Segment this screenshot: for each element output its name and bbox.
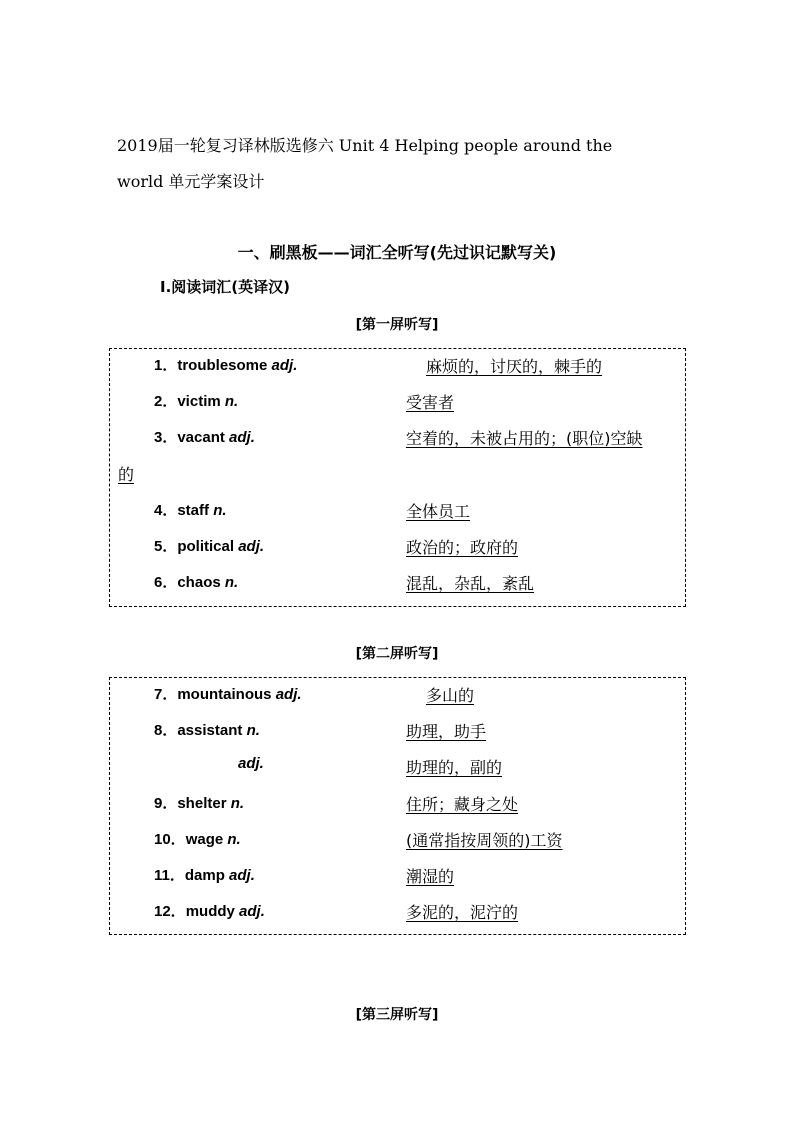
vocab-chinese: 麻烦的，讨厌的，棘手的 <box>426 357 603 376</box>
screen-label-1: [第一屏听写] <box>355 317 439 333</box>
vocab-row <box>110 535 685 559</box>
vocab-chinese: 受害者 <box>406 393 455 412</box>
vocab-english: 7．mountainous adj. <box>154 686 302 703</box>
vocab-chinese: (通常指按周领的)工资 <box>406 831 563 850</box>
screen-label-3: [第三屏听写] <box>355 1007 439 1023</box>
vocab-chinese: 潮湿的 <box>406 867 455 886</box>
vocab-row <box>110 755 685 779</box>
vocab-chinese: 多泥的，泥泞的 <box>406 903 519 922</box>
vocab-chinese: 多山的 <box>426 686 475 705</box>
vocab-chinese-continuation: 的 <box>118 465 135 484</box>
title-line-2: world 单元学案设计 <box>117 172 265 191</box>
vocab-row <box>110 499 685 523</box>
vocab-row <box>110 828 685 852</box>
sub-heading: Ⅰ.阅读词汇(英译汉) <box>160 278 290 296</box>
vocab-english: adj. <box>238 755 264 772</box>
vocab-chinese: 助理，助手 <box>406 722 487 741</box>
vocab-english: 10．wage n. <box>154 831 241 848</box>
vocab-english: 11．damp adj. <box>154 867 255 884</box>
vocab-english: 9．shelter n. <box>154 795 245 812</box>
vocab-box-1 <box>109 348 686 607</box>
vocab-chinese: 政治的；政府的 <box>406 538 519 557</box>
vocab-chinese: 混乱，杂乱，紊乱 <box>406 574 535 593</box>
vocab-row <box>110 900 685 924</box>
vocab-english: 8．assistant n. <box>154 722 260 739</box>
vocab-chinese: 全体员工 <box>406 502 471 521</box>
vocab-row <box>110 792 685 816</box>
vocab-english: 4．staff n. <box>154 502 227 519</box>
vocab-english: 2．victim n. <box>154 393 239 410</box>
document-title <box>117 128 687 200</box>
vocab-english: 5．political adj. <box>154 538 265 555</box>
title-line-1: 2019届一轮复习译林版选修六 Unit 4 Helping people around the <box>117 136 613 155</box>
vocab-english: 3．vacant adj. <box>154 429 255 446</box>
vocab-row <box>110 719 685 743</box>
vocab-chinese: 助理的，副的 <box>406 758 503 777</box>
vocab-row <box>110 390 685 414</box>
vocab-english: 12．muddy adj. <box>154 903 265 920</box>
vocab-row <box>110 864 685 888</box>
vocab-chinese: 住所；藏身之处 <box>406 795 519 814</box>
section-heading: 一、刷黑板——词汇全听写(先过识记默写关) <box>237 243 557 262</box>
vocab-row <box>110 426 685 450</box>
vocab-row <box>110 354 685 378</box>
vocab-english: 6．chaos n. <box>154 574 239 591</box>
vocab-row <box>110 571 685 595</box>
vocab-chinese: 空着的，未被占用的；(职位)空缺 <box>406 429 643 448</box>
vocab-box-2 <box>109 677 686 935</box>
vocab-row <box>110 683 685 707</box>
vocab-english: 1．troublesome adj. <box>154 357 298 374</box>
screen-label-2: [第二屏听写] <box>355 646 439 662</box>
